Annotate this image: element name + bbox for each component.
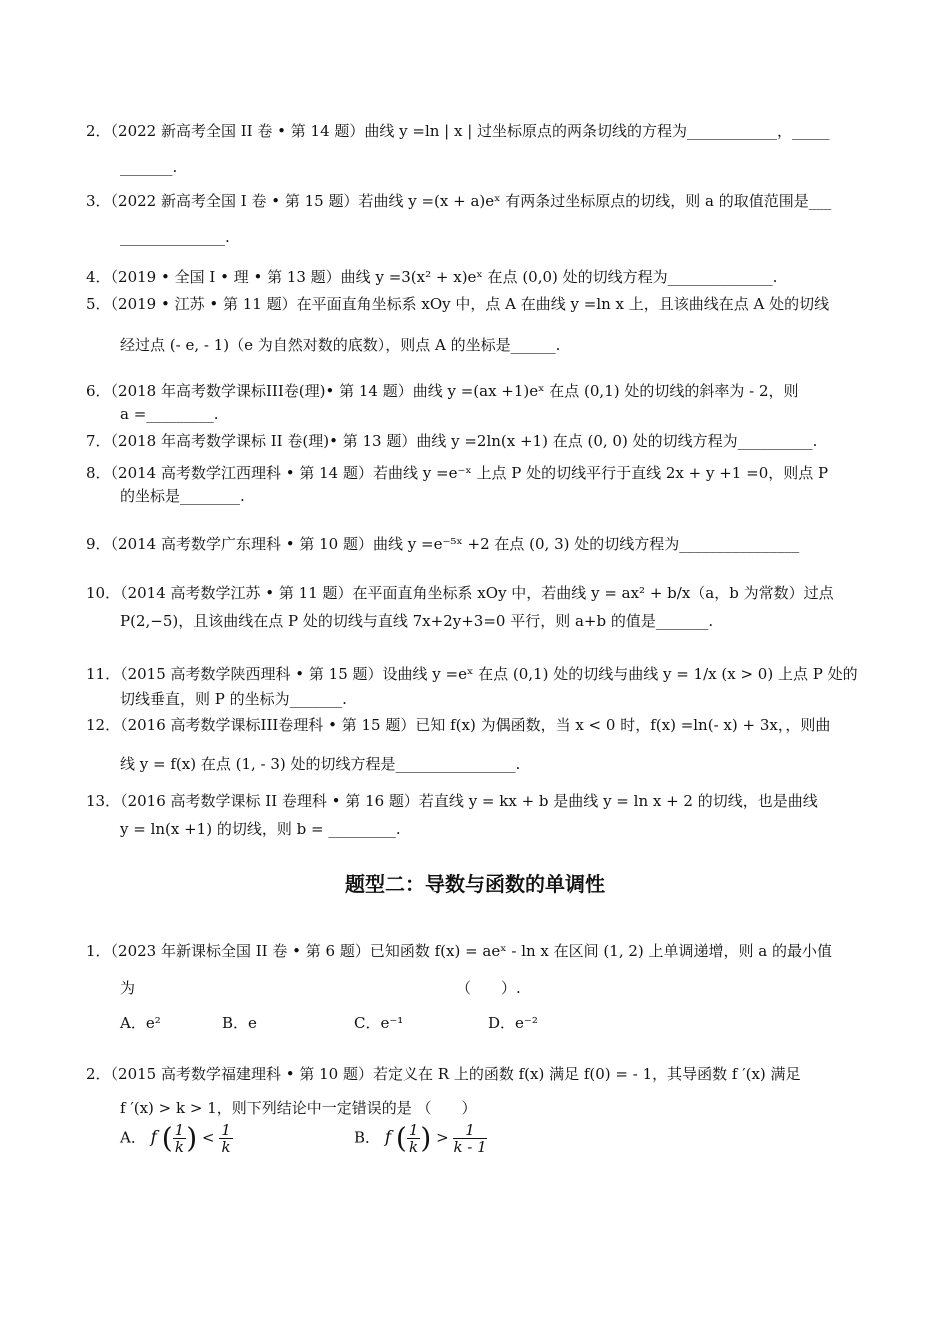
q12-line1: 12．（2016 高考数学课标III卷理科 • 第 15 题）已知 f(x) 为偶函数，当 x < 0 时，f(x) =ln(- x) + 3x，，则曲: [86, 716, 831, 734]
s2q1-line2: 为: [120, 979, 136, 997]
q10-line1: 10．（2014 高考数学江苏 • 第 11 题）在平面直角坐标系 xOy 中，若曲线 y = ax² + b/x（a，b 为常数）过点: [86, 584, 834, 602]
s2q1-answer-paren: （ ）.: [456, 979, 521, 997]
s2q1-option-a: A．e²: [120, 1014, 161, 1032]
option-a-rhs-den: k: [221, 1138, 231, 1156]
s2q2-option-a: [120, 1122, 233, 1155]
q9-line1: 9．（2014 高考数学广东理科 • 第 10 题）曲线 y =e⁻⁵ˣ +2 在点 (0, 3) 处的切线方程为________________: [86, 535, 800, 553]
option-b-f: f: [384, 1127, 392, 1148]
q2-line1: 2．（2022 新高考全国 II 卷 • 第 14 题）曲线 y =ln | x | 过坐标原点的两条切线的方程为____________，_____: [86, 122, 830, 140]
s2q2-line2: f ′(x) > k > 1，则下列结论中一定错误的是 （ ）: [120, 1099, 477, 1117]
s2q1-option-d: D．e⁻²: [488, 1014, 538, 1032]
option-a-arg-den: k: [174, 1138, 184, 1156]
q5-line2: 经过点 (- e, - 1)（e 为自然对数的底数），则点 A 的坐标是______.: [120, 336, 561, 354]
s2q2-option-b: [354, 1122, 487, 1155]
option-b-rhs-den: k - 1: [453, 1138, 487, 1156]
q11-line1: 11．（2015 高考数学陕西理科 • 第 15 题）设曲线 y =eˣ 在点 (0,1) 处的切线与曲线 y = 1/x (x > 0) 上点 P 处的: [86, 665, 858, 683]
option-a-rparen: ): [186, 1121, 198, 1155]
option-a-lparen: (: [161, 1121, 173, 1155]
q6-line1: 6．（2018 年高考数学课标III卷(理)• 第 14 题）曲线 y =(ax +1)eˣ 在点 (0,1) 处的切线的斜率为 - 2，则: [86, 382, 799, 400]
s2q2-line1: 2．（2015 高考数学福建理科 • 第 10 题）若定义在 R 上的函数 f(x) 满足 f(0) = - 1，其导函数 f ′(x) 满足: [86, 1065, 801, 1083]
option-a-relation: <: [201, 1128, 215, 1147]
s2q1-option-c: C．e⁻¹: [354, 1014, 404, 1032]
option-a-rhs-num: 1: [221, 1121, 231, 1139]
option-b-label: B．: [354, 1128, 381, 1147]
q8-line2: 的坐标是________.: [120, 487, 245, 505]
q8-line1: 8．（2014 高考数学江西理科 • 第 14 题）若曲线 y =e⁻ˣ 上点 P 处的切线平行于直线 2x + y +1 =0，则点 P: [86, 464, 829, 482]
q6-line2: a =_________.: [120, 405, 219, 423]
q13-line1: 13．（2016 高考数学课标 II 卷理科 • 第 16 题）若直线 y = kx + b 是曲线 y = ln x + 2 的切线，也是曲线: [86, 792, 818, 810]
q7-line1: 7．（2018 年高考数学课标 II 卷(理)• 第 13 题）曲线 y =2ln(x +1) 在点 (0, 0) 处的切线方程为__________.: [86, 432, 818, 450]
option-a-arg-fraction: [173, 1122, 187, 1155]
option-b-lparen: (: [395, 1121, 407, 1155]
section-title: 题型二：导数与函数的单调性: [345, 872, 605, 896]
option-a-rhs-fraction: [219, 1122, 233, 1155]
option-b-arg-den: k: [409, 1138, 419, 1156]
q4-line1: 4．（2019 • 全国 Ⅰ • 理 • 第 13 题）曲线 y =3(x² + x)eˣ 在点 (0,0) 处的切线方程为______________.: [86, 268, 778, 286]
option-a-label: A．: [120, 1128, 146, 1147]
option-b-rhs-fraction: [453, 1122, 486, 1155]
option-b-rparen: ): [420, 1121, 432, 1155]
option-b-relation: >: [436, 1128, 449, 1147]
option-a-f: f: [150, 1127, 157, 1148]
q3-line1: 3．（2022 新高考全国 I 卷 • 第 15 题）若曲线 y =(x + a)eˣ 有两条过坐标原点的切线，则 a 的取值范围是___: [86, 192, 832, 210]
option-a-arg-num: 1: [174, 1121, 185, 1139]
q10-line2: P(2,−5)，且该曲线在点 P 处的切线与直线 7x+2y+3=0 平行，则 a+b 的值是_______.: [120, 612, 714, 630]
q3-line2: ______________.: [120, 228, 230, 246]
q2-line2: _______.: [120, 158, 178, 176]
q5-line1: 5．（2019 • 江苏 • 第 11 题）在平面直角坐标系 xOy 中，点 A 在曲线 y =ln x 上，且该曲线在点 A 处的切线: [86, 295, 830, 313]
s2q1-option-b: B．e: [222, 1014, 257, 1032]
option-b-arg-num: 1: [408, 1121, 419, 1139]
q12-line2: 线 y = f(x) 在点 (1, - 3) 处的切线方程是________________.: [120, 755, 521, 773]
s2q1-line1: 1．（2023 年新课标全国 II 卷 • 第 6 题）已知函数 f(x) = aeˣ - ln x 在区间 (1, 2) 上单调递增，则 a 的最小值: [86, 942, 833, 960]
option-b-rhs-num: 1: [453, 1122, 486, 1139]
q11-line2: 切线垂直，则 P 的坐标为_______.: [120, 690, 347, 708]
q13-line2: y = ln(x +1) 的切线，则 b = _________.: [120, 820, 401, 838]
option-b-arg-fraction: [407, 1122, 421, 1155]
